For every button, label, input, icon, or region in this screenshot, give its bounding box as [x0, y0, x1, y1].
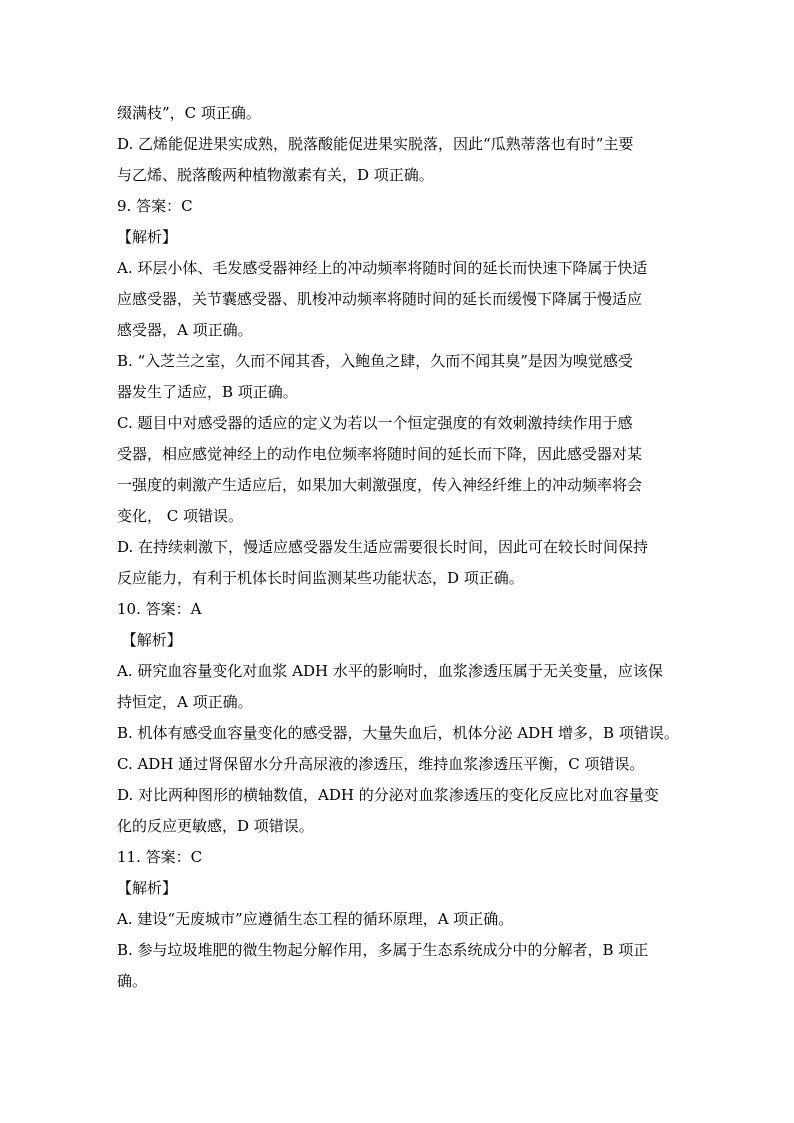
- text-line: 受器，相应感觉神经上的动作电位频率将随时间的延长而下降，因此感受器对某: [117, 445, 643, 463]
- answer-heading: 10. 答案：A: [117, 600, 202, 618]
- text-line: C. 题目中对感受器的适应的定义为若以一个恒定强度的有效刺激持续作用于感: [117, 414, 633, 432]
- text-line: B. 参与垃圾堆肥的微生物起分解作用，多属于生态系统成分中的分解者，B 项正: [117, 941, 649, 959]
- text-line: D. 对比两种图形的横轴数值，ADH 的分泌对血浆渗透压的变化反应比对血容量变: [117, 786, 659, 804]
- answer-explanation-text: [117, 98, 677, 997]
- text-line: 确。: [117, 972, 148, 990]
- text-line: C. ADH 通过肾保留水分升高尿液的渗透压，维持血浆渗透压平衡，C 项错误。: [117, 755, 645, 773]
- analysis-tag: 【解析】: [117, 228, 178, 246]
- text-line: 一强度的刺激产生适应后，如果加大刺激强度，传入神经纤维上的冲动频率将会: [117, 476, 643, 494]
- text-line: B. 机体有感受血容量变化的感受器，大量失血后，机体分泌 ADH 增多，B 项错误。: [117, 724, 679, 742]
- text-line: D. 在持续刺激下，慢适应感受器发生适应需要很长时间，因此可在较长时间保持: [117, 538, 649, 556]
- text-line: 反应能力，有利于机体长时间监测某些功能状态，D 项正确。: [117, 569, 524, 587]
- text-line: 感受器，A 项正确。: [117, 321, 253, 339]
- text-line: D. 乙烯能促进果实成熟，脱落酸能促进果实脱落，因此“瓜熟蒂落也有时”主要: [117, 135, 634, 153]
- text-line: 与乙烯、脱落酸两种植物激素有关，D 项正确。: [117, 166, 434, 184]
- text-line: A. 环层小体、毛发感受器神经上的冲动频率将随时间的延长而快速下降属于快适: [117, 259, 648, 277]
- text-line: 应感受器，关节囊感受器、肌梭冲动频率将随时间的延长而缓慢下降属于慢适应: [117, 290, 643, 308]
- analysis-tag: 【解析】: [117, 631, 182, 649]
- text-line: 变化， C 项错误。: [117, 507, 244, 525]
- text-line: B. “入芝兰之室，久而不闻其香，入鲍鱼之肆，久而不闻其臭”是因为嗅觉感受: [117, 352, 633, 370]
- text-line: A. 建设“无废城市”应遵循生态工程的循环原理，A 项正确。: [117, 910, 514, 928]
- text-line: A. 研究血容量变化对血浆 ADH 水平的影响时，血浆渗透压属于无关变量，应该保: [117, 662, 663, 680]
- answer-heading: 11. 答案：C: [117, 848, 203, 866]
- text-line: 持恒定，A 项正确。: [117, 693, 253, 711]
- text-line: 器发生了适应，B 项正确。: [117, 383, 298, 401]
- text-line: 缀满枝”，C 项正确。: [117, 104, 261, 122]
- text-line: 化的反应更敏感，D 项错误。: [117, 817, 314, 835]
- answer-heading: 9. 答案：C: [117, 197, 193, 215]
- analysis-tag: 【解析】: [117, 879, 178, 897]
